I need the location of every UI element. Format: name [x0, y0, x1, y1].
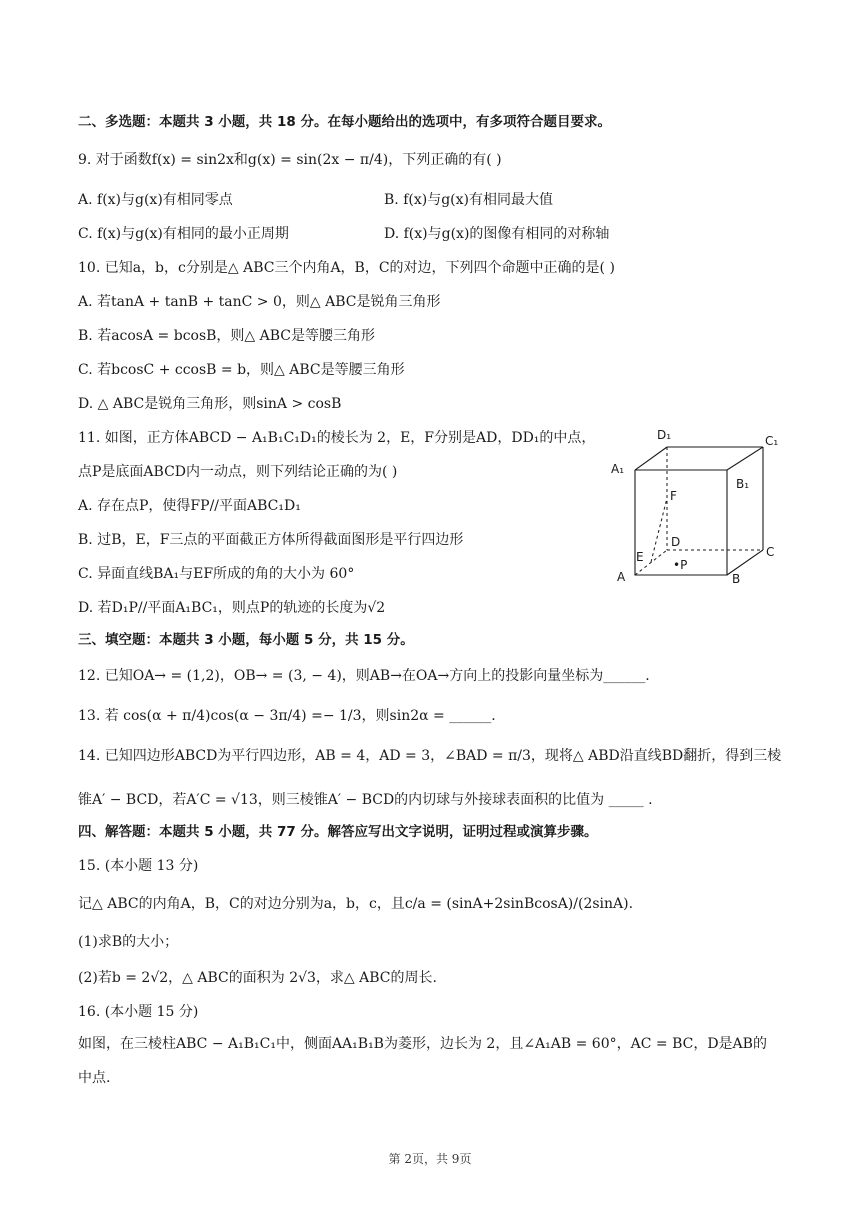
q10-option-b: B. 若acosA = bcosB，则△ ABC是等腰三角形 [78, 328, 376, 344]
q9-option-b: B. f(x)与g(x)有相同最大值 [384, 192, 553, 208]
q11-option-d: D. 若D₁P//平面A₁BC₁，则点P的轨迹的长度为√2 [78, 600, 386, 616]
q16-line1: 如图，在三棱柱ABC − A₁B₁C₁中，侧面AA₁B₁B为菱形，边长为 2，且∠A₁AB = 60°，AC = BC，D是AB的 [78, 1036, 767, 1052]
q9-option-a: A. f(x)与g(x)有相同零点 [78, 192, 233, 208]
section-heading-fill-in: 三、填空题：本题共 3 小题，每小题 5 分，共 15 分。 [78, 632, 414, 648]
q11-option-b: B. 过B，E，F三点的平面截正方体所得截面图形是平行四边形 [78, 532, 464, 548]
label-f: F [670, 489, 677, 503]
section-heading-solutions: 四、解答题：本题共 5 小题，共 77 分。解答应写出文字说明，证明过程或演算步骤。 [78, 824, 598, 840]
q15-title: 15. (本小题 13 分) [78, 858, 199, 874]
q12-text: 12. 已知OA→ = (1,2)，OB→ = (3, − 4)，则AB→在OA→方向上的投影向量坐标为______. [78, 668, 650, 684]
label-c1: C₁ [765, 434, 779, 448]
label-b1: B₁ [736, 477, 750, 491]
q16-line2: 中点. [78, 1070, 111, 1086]
q11-stem-line1: 11. 如图，正方体ABCD − A₁B₁C₁D₁的棱长为 2，E，F分别是AD，DD₁的中点， [78, 430, 596, 446]
q13-text: 13. 若 cos(α + π/4)cos(α − 3π/4) =− 1/3，则sin2α = ______. [78, 708, 496, 724]
cube-figure [605, 425, 785, 590]
q10-stem: 10. 已知a，b，c分别是△ ABC三个内角A，B，C的对边，下列四个命题中正确的是( ) [78, 260, 615, 276]
label-p: •P [673, 558, 688, 572]
q15-part2: (2)若b = 2√2，△ ABC的面积为 2√3，求△ ABC的周长. [78, 970, 437, 986]
label-a1: A₁ [611, 462, 625, 476]
label-c: C [766, 545, 775, 559]
section-heading-multiple-choice: 二、多选题：本题共 3 小题，共 18 分。在每小题给出的选项中，有多项符合题目要求。 [78, 114, 611, 130]
q15-part1: (1)求B的大小； [78, 934, 179, 950]
q10-option-c: C. 若bcosC + ccosB = b，则△ ABC是等腰三角形 [78, 362, 405, 378]
q16-title: 16. (本小题 15 分) [78, 1004, 199, 1020]
q10-option-a: A. 若tanA + tanB + tanC > 0，则△ ABC是锐角三角形 [78, 294, 441, 310]
page-footer: 第 2页，共 9页 [388, 1152, 472, 1166]
label-e: E [636, 550, 644, 564]
q14-line1: 14. 已知四边形ABCD为平行四边形，AB = 4，AD = 3，∠BAD = π/3，现将△ ABD沿直线BD翻折，得到三棱 [78, 748, 782, 764]
q11-option-c: C. 异面直线BA₁与EF所成的角的大小为 60° [78, 566, 355, 582]
label-b: B [732, 572, 741, 586]
q10-option-d: D. △ ABC是锐角三角形，则sinA > cosB [78, 396, 342, 412]
q9-option-d: D. f(x)与g(x)的图像有相同的对称轴 [384, 226, 610, 242]
q11-stem-line2: 点P是底面ABCD内一动点，则下列结论正确的为( ) [78, 464, 398, 480]
q9-stem: 9. 对于函数f(x) = sin2x和g(x) = sin(2x − π/4)，下列正确的有( ) [78, 152, 502, 168]
label-d1: D₁ [657, 428, 672, 442]
label-a: A [617, 570, 626, 584]
q15-stem: 记△ ABC的内角A，B，C的对边分别为a，b，c，且c/a = (sinA+2sinBcosA)/(2sinA). [78, 896, 634, 912]
q11-option-a: A. 存在点P，使得FP//平面ABC₁D₁ [78, 498, 301, 514]
label-d: D [671, 535, 681, 549]
q14-line2: 锥A′ − BCD，若A′C = √13，则三棱锥A′ − BCD的内切球与外接球表面积的比值为 _____ . [78, 792, 653, 808]
q9-option-c: C. f(x)与g(x)有相同的最小正周期 [78, 226, 289, 242]
